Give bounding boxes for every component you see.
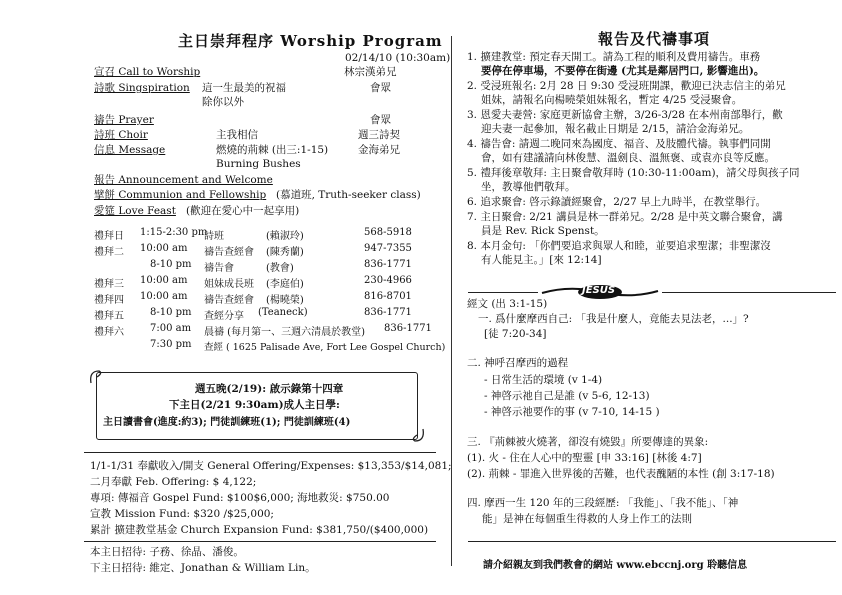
order-person-choir: 週三詩契 xyxy=(358,129,400,141)
order-person-call: 林宗漢弟兄 xyxy=(344,66,397,78)
finance-line: 累計 擴建教堂基金 Church Expansion Fund: $381,750/($400,000) xyxy=(90,524,429,536)
announcement-line: 3. 恩愛夫妻營: 家庭更新協會主辦，3/26-3/28 在本州南部舉行，歡 xyxy=(467,109,783,121)
hosts-this-week: 本主日招待: 子務、徐晶、潘俊。 xyxy=(90,546,244,558)
announcement-line: 4. 禱告會: 請週二晚同來為國度、福音、及肢體代禱。執事們同開 xyxy=(467,138,771,150)
schedule-phone: 836-1771 xyxy=(364,307,412,318)
announcement-line: 5. 禮拜後章敬拜: 主日聚會敬拜時 (10:30-11:00am)，請父母與孩子同 xyxy=(467,167,800,179)
order-content2-message: Burning Bushes xyxy=(216,158,301,170)
schedule-contact: (李庭伯) xyxy=(266,279,304,290)
schedule-event: 晨禱 (每月第一、三週六清晨於教堂) xyxy=(204,327,365,338)
order-content-communion: (慕道班, Truth-seeker class) xyxy=(276,189,421,201)
order-content-lovefeast: (歡迎在愛心中一起享用) xyxy=(186,205,300,217)
schedule-row xyxy=(94,242,434,258)
schedule-day: 禮拜三 xyxy=(94,279,124,290)
schedule-day: 禮拜五 xyxy=(94,311,124,322)
schedule-phone: 816-8701 xyxy=(364,291,412,302)
schedule-event: 禱告查經會 xyxy=(204,295,254,306)
finance-line: 1/1-1/31 奉獻收入/開支 General Offering/Expenses: $13,353/$14,081; xyxy=(90,460,452,472)
announcement-line: 7. 主日聚會: 2/21 講員是林一群弟兄。2/28 是中英文聯合聚會，講 xyxy=(467,211,783,223)
finance-line: 宣教 Mission Fund: $320 /$25,000; xyxy=(90,508,274,520)
study-question-1: 一. 爲什麼摩西自己: 「我是什麼人，竟能去見法老，...」? xyxy=(478,313,749,325)
order-label-lovefeast: 愛筵 Love Feast xyxy=(94,205,176,217)
schedule-time: 8-10 pm xyxy=(150,259,192,270)
announcement-line: 6. 追求聚會: 啓示錄讀經聚會，2/27 早上九時半，在教堂舉行。 xyxy=(467,196,767,208)
schedule-time: 10:00 am xyxy=(140,291,188,302)
announcement-item xyxy=(467,50,837,78)
scroll-curl-icon xyxy=(407,425,427,445)
schedule-row xyxy=(94,258,434,274)
weekly-schedule xyxy=(94,226,446,354)
study-question-4a: 四. 摩西一生 120 年的三段經歷: 「我能」、「我不能」、「神 xyxy=(467,497,739,509)
announcement-item xyxy=(467,166,837,194)
study-question-3b: (2). 荊棘 - 罪進入世界後的苦難，也代表醜陋的本性 (創 3:17-18) xyxy=(467,468,775,480)
divider xyxy=(84,541,436,542)
schedule-time: 10:00 am xyxy=(140,275,188,286)
schedule-time: 10:00 am xyxy=(140,243,188,254)
schedule-row xyxy=(94,274,434,290)
announcement-item xyxy=(467,79,837,107)
finance-line: 專項: 傳福音 Gospel Fund: $100$6,000; 海地救災: $750.00 xyxy=(90,492,390,504)
announcement-item xyxy=(467,195,837,209)
schedule-row xyxy=(94,226,434,242)
order-content-singspiration: 這一生最美的祝福 xyxy=(202,82,286,94)
schedule-phone: 947-7355 xyxy=(364,243,412,254)
jesus-banner xyxy=(540,283,660,301)
order-person-message: 金海弟兄 xyxy=(358,144,400,156)
service-date: 02/14/10 (10:30am) xyxy=(345,52,451,64)
finance-line: 二月奉獻 Feb. Offering: $ 4,122; xyxy=(90,476,257,488)
schedule-event: 查經分享 xyxy=(204,311,244,322)
announcement-item xyxy=(467,239,837,267)
scroll-curl-icon xyxy=(87,367,107,387)
notice-line-1: 週五晚(2/19): 啟示錄第十四章 xyxy=(195,383,344,395)
scroll-notice xyxy=(96,372,418,440)
announcement-line: 有人能見主。」[來 12:14] xyxy=(481,254,602,266)
announcement-line: 2. 受浸班報名: 2月 28 日 9:30 受浸班開課，歡迎已決志信主的弟兄 xyxy=(467,80,786,92)
schedule-row xyxy=(94,290,434,306)
announcement-line: 坐，教導他們敬拜。 xyxy=(481,181,576,193)
schedule-event: 詩班 xyxy=(204,231,224,242)
page-title: 主日崇拜程序 Worship Program xyxy=(178,32,443,50)
study-bullet: - 神啓示祂要作的事 (v 7-10, 14-15 ) xyxy=(484,406,660,418)
order-label-message: 信息 Message xyxy=(94,144,166,156)
schedule-phone: 836-1771 xyxy=(364,259,412,270)
schedule-event: 禱告會 xyxy=(204,263,234,274)
schedule-phone: 230-4966 xyxy=(364,275,412,286)
study-question-4b: 能」是神在每個重生得救的人身上作工的法則 xyxy=(482,513,692,525)
schedule-contact: (楊曉榮) xyxy=(266,295,304,306)
divider xyxy=(468,541,836,542)
announcement-line: 1. 擴建教堂: 預定春天開工。請為工程的順利及費用禱告。車務 xyxy=(467,51,761,63)
notice-line-3: 主日讀書會(進度:約3); 門徒訓練班(1); 門徒訓練班(4) xyxy=(103,417,351,428)
order-label-communion: 擘餅 Communion and Fellowship xyxy=(94,189,267,201)
divider xyxy=(84,452,436,453)
order-label-choir: 詩班 Choir xyxy=(94,129,148,141)
schedule-contact: (Teaneck) xyxy=(258,307,308,318)
column-divider xyxy=(451,36,452,566)
schedule-event: 禱告查經會 xyxy=(204,247,254,258)
announcements-title: 報告及代禱事項 xyxy=(598,30,711,48)
announcement-line: 員是 Rev. Rick Spenst。 xyxy=(481,225,605,237)
schedule-day: 禮拜六 xyxy=(94,327,124,338)
schedule-time: 8-10 pm xyxy=(150,307,192,318)
study-bullet: - 日常生活的環境 (v 1-4) xyxy=(484,374,603,386)
order-content-message: 燃燒的荊棘 (出三:1-15) xyxy=(216,144,329,156)
announcement-item xyxy=(467,108,837,136)
order-label-call: 宣召 Call to Worship xyxy=(94,66,201,78)
order-content-choir: 主我相信 xyxy=(216,129,258,141)
schedule-day: 禮拜日 xyxy=(94,231,124,242)
study-question-1-ref: [徒 7:20-34] xyxy=(484,328,547,340)
announcement-item xyxy=(467,210,837,238)
schedule-row xyxy=(94,306,434,322)
schedule-day: 禮拜四 xyxy=(94,295,124,306)
schedule-contact: (陳秀蘭) xyxy=(266,247,304,258)
order-person-singspiration: 會眾 xyxy=(370,82,391,94)
announcement-line: 要停在停車場，不要停在街邊 (尤其是鄰居門口, 影響進出)。 xyxy=(481,65,765,77)
schedule-time: 1:15-2:30 pm xyxy=(140,227,208,238)
order-label-announcement: 報告 Announcement and Welcome xyxy=(94,174,273,186)
schedule-time: 7:30 pm xyxy=(150,339,192,350)
announcement-line: 迎夫妻一起參加，報名截止日期是 2/15，請洽金海弟兄。 xyxy=(481,123,750,135)
study-question-2: 二. 神呼召摩西的過程 xyxy=(467,357,569,369)
schedule-phone: 836-1771 xyxy=(384,323,432,334)
announcements-list xyxy=(467,50,837,267)
schedule-contact: (教會) xyxy=(266,263,294,274)
banner-text: JESUS xyxy=(582,285,616,296)
announcement-line: 姐妹，請報名向楊曉榮姐妹報名，暫定 4/25 受浸聚會。 xyxy=(481,94,743,106)
schedule-row xyxy=(94,322,434,338)
schedule-day: 禮拜二 xyxy=(94,247,124,258)
notice-line-2: 下主日(2/21 9:30am)成人主日學: xyxy=(169,399,340,411)
order-label-singspiration: 詩歌 Singspiration xyxy=(94,82,190,94)
order-label-prayer: 禱告 Prayer xyxy=(94,114,154,126)
schedule-phone: 568-5918 xyxy=(364,227,412,238)
announcement-line: 會，如有建議請向林俊慧、溫劍良、溫無褒、或袁亦良等反應。 xyxy=(481,152,775,164)
divider xyxy=(468,292,538,293)
schedule-contact: (賴淑玲) xyxy=(266,231,304,242)
study-question-3a: (1). 火 - 住在人心中的聖靈 [申 33:16] [林後 4:7] xyxy=(467,452,702,464)
hosts-next-week: 下主日招待: 維定、Jonathan & William Lin。 xyxy=(90,562,316,574)
order-content2-singspiration: 除你以外 xyxy=(202,96,244,108)
study-bullet: - 神啓示祂自己是誰 (v 5-6, 12-13) xyxy=(484,390,650,402)
schedule-event: 姐妹成長班 xyxy=(204,279,254,290)
announcement-item xyxy=(467,137,837,165)
schedule-time: 7:00 am xyxy=(150,323,192,334)
order-person-prayer: 會眾 xyxy=(370,114,391,126)
schedule-row xyxy=(94,338,446,354)
study-heading: 經文 (出 3:1-15) xyxy=(467,298,548,310)
divider xyxy=(662,292,836,293)
announcement-line: 8. 本月金句: 「你們要追求與眾人和睦，並要追求聖潔；非聖潔沒 xyxy=(467,240,771,252)
schedule-event: 查經 ( 1625 Palisade Ave, Fort Lee Gospel Church) xyxy=(204,342,446,353)
website-footer: 請介紹親友到我們教會的網站 www.ebccnj.org 聆聽信息 xyxy=(483,560,748,571)
study-question-3: 三. 『荊棘被火燒著，卻沒有燒毀』所要傳達的異象: xyxy=(467,436,709,448)
